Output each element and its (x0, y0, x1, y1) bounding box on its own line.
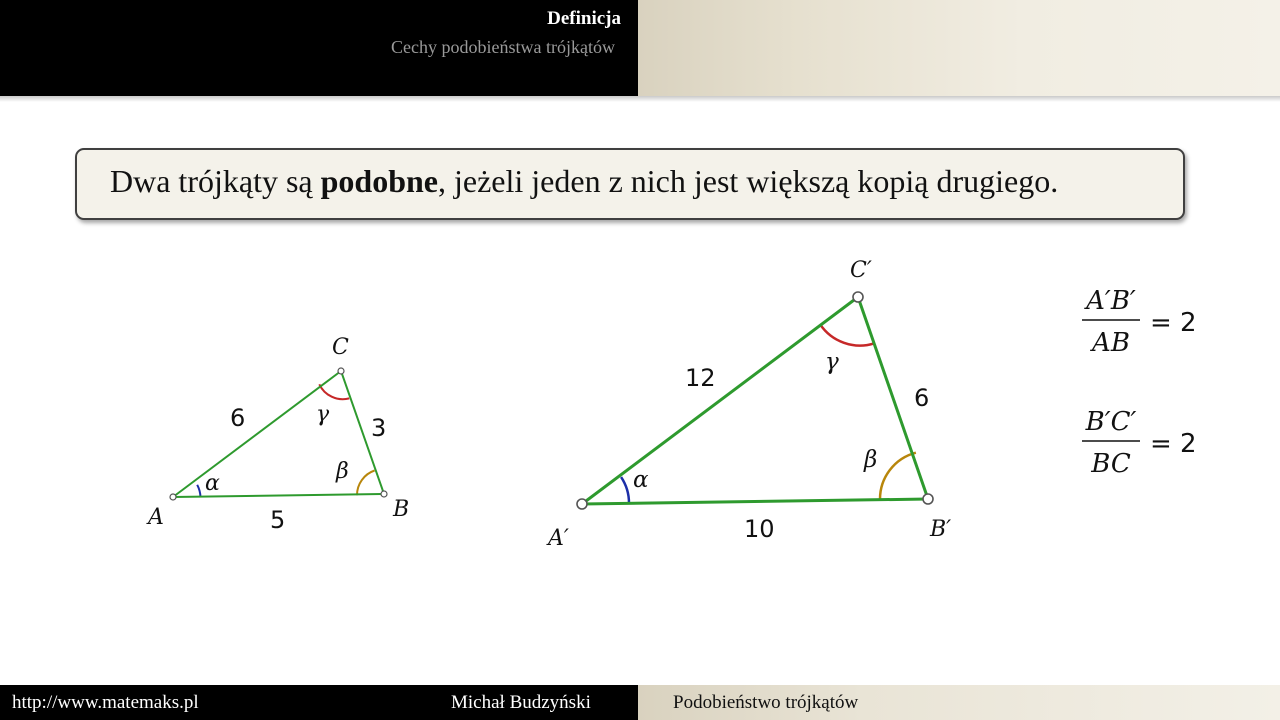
large-side-bc-label: 6 (914, 384, 930, 412)
ratio-ab (1082, 286, 1197, 358)
ratio-ab-equals: = 2 (1150, 308, 1197, 338)
large-side-ac-label: 12 (685, 364, 716, 392)
small-triangle (146, 335, 409, 534)
small-angle-gamma-label: γ (316, 402, 330, 427)
definition-text-before: Dwa trójkąty są (110, 163, 321, 199)
large-vertex-a-point (577, 499, 587, 509)
large-vertex-b-point (923, 494, 933, 504)
small-angle-alpha-arc (197, 485, 200, 498)
definition-text-after: , jeżeli jeden z nich jest większą kopią drugiego. (438, 163, 1059, 199)
large-side-ac (582, 297, 858, 504)
large-angle-beta-label: β (864, 447, 878, 473)
small-angle-beta-label: β (336, 459, 349, 484)
large-angle-alpha-arc (621, 477, 629, 503)
small-vertex-b-label: B (393, 497, 410, 522)
ratio-bc-denominator: BC (1091, 449, 1131, 479)
small-vertex-a-point (170, 494, 176, 500)
large-triangle (546, 258, 951, 551)
large-vertex-b-label: B′ (930, 517, 952, 542)
small-angle-gamma-arc (319, 384, 349, 399)
large-vertex-c-point (853, 292, 863, 302)
ratio-bc (1082, 407, 1197, 479)
small-vertex-b-point (381, 491, 387, 497)
small-side-ac-label: 6 (230, 404, 246, 432)
small-angle-beta-arc (357, 471, 375, 496)
footer-author: Michał Budzyński (451, 692, 591, 713)
small-angle-alpha-label: α (205, 471, 220, 496)
ratio-ab-numerator: A′B′ (1086, 286, 1136, 316)
definition-bold-word: podobne (320, 163, 438, 199)
ratio-ab-denominator: AB (1092, 328, 1130, 358)
small-side-ab-label: 5 (270, 506, 286, 534)
large-angle-gamma-label: γ (825, 349, 839, 375)
footer-topic: Podobieństwo trójkątów (673, 692, 859, 713)
large-angle-beta-arc (880, 453, 916, 500)
small-side-bc-label: 3 (371, 414, 387, 442)
ratio-bc-equals: = 2 (1150, 429, 1197, 459)
footer-url-link[interactable]: http://www.matemaks.pl (12, 692, 199, 713)
large-side-ab (582, 499, 928, 504)
small-side-ac (173, 371, 341, 497)
header-title: Definicja (547, 8, 621, 29)
large-vertex-a-label: A′ (548, 526, 569, 551)
header-subtitle: Cechy podobieństwa trójkątów (391, 37, 615, 57)
small-vertex-a-label: A (148, 505, 164, 530)
large-side-ab-label: 10 (744, 515, 775, 543)
ratio-bc-numerator: B′C′ (1085, 407, 1137, 437)
large-angle-alpha-label: α (633, 467, 649, 493)
small-vertex-c-point (338, 368, 344, 374)
small-vertex-c-label: C (332, 335, 349, 360)
large-vertex-c-label: C′ (850, 258, 872, 283)
large-angle-gamma-arc (820, 324, 874, 345)
